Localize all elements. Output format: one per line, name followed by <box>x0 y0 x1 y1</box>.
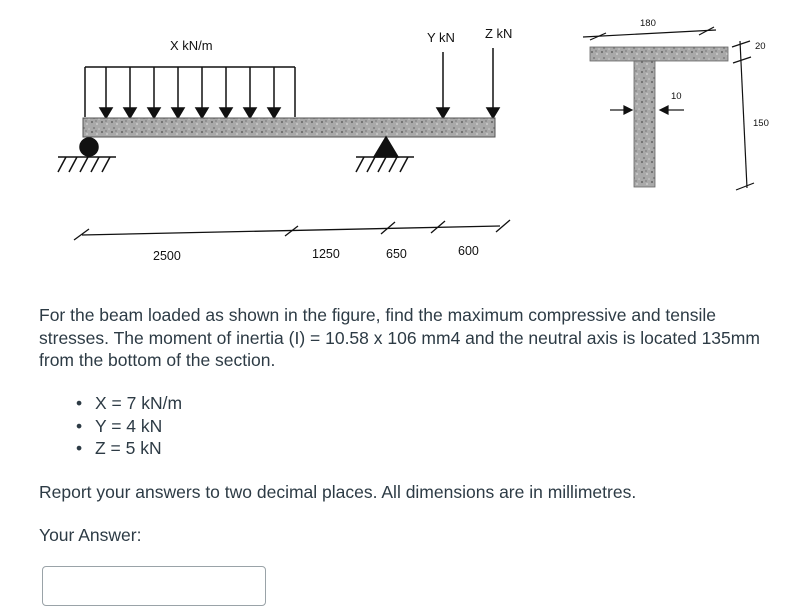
report-instructions: Report your answers to two decimal places. All dimensions are in millimetres. <box>39 482 637 502</box>
answer-label: Your Answer: <box>39 525 142 545</box>
distributed-load <box>85 67 295 118</box>
answer-input[interactable] <box>42 566 266 606</box>
pin-support <box>356 137 414 172</box>
load-y-label: Y kN <box>427 30 455 45</box>
flange-thickness-label: 20 <box>755 41 766 52</box>
dim-2500: 2500 <box>153 249 181 263</box>
point-load-z <box>487 48 499 118</box>
list-item: • Y = 4 kN <box>76 415 182 438</box>
dimension-line <box>74 220 510 240</box>
roller-support <box>58 138 116 172</box>
beam <box>83 118 495 137</box>
web-thickness-label: 10 <box>671 91 682 102</box>
load-z-label: Z kN <box>485 26 513 41</box>
section-height-label: 150 <box>753 118 769 129</box>
variable-list <box>76 392 182 460</box>
problem-statement: For the beam loaded as shown in the figure, find the maximum compressive and tensile stresses. The moment of inertia (I) = 10.58 x 106 mm4 and the neutral axis is located 135mm from the bottom of the section. <box>39 305 760 370</box>
beam-figure <box>0 0 795 290</box>
dim-600: 600 <box>458 244 479 258</box>
t-section <box>590 47 728 187</box>
point-load-y <box>437 52 449 118</box>
udl-label: X kN/m <box>170 38 213 53</box>
dim-1250: 1250 <box>312 247 340 261</box>
list-item: • X = 7 kN/m <box>76 392 182 415</box>
list-item: • Z = 5 kN <box>76 437 182 460</box>
section-width-label: 180 <box>640 18 656 29</box>
dim-650: 650 <box>386 247 407 261</box>
